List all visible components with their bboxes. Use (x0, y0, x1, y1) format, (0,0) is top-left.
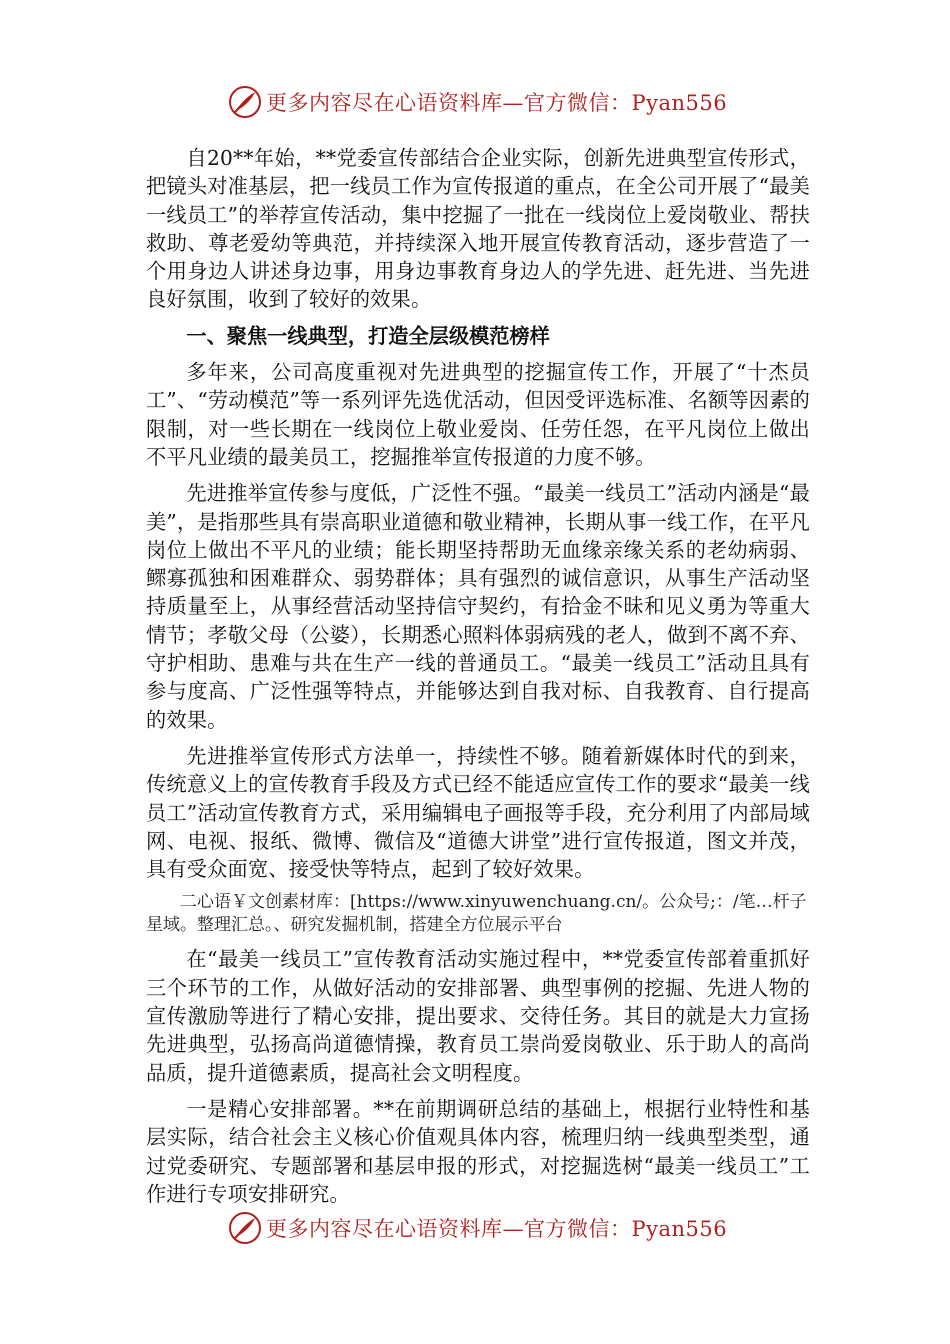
watermark-line: 二心语￥文创素材库：[https://www.xinyuwenchuang.cn/。公众号;：/笔…杆子星域。整理汇总。、研究发掘机制，搭建全方位展示平台 (146, 892, 807, 936)
banner-text: 更多内容尽在心语资料库—官方微信：Pyan556 (266, 91, 728, 115)
banner-text: 更多内容尽在心语资料库—官方微信：Pyan556 (266, 1217, 728, 1241)
quill-pen-icon (228, 1211, 262, 1245)
paragraph-intro: 自20**年始，**党委宣传部结合企业实际，创新先进典型宣传形式，把镜头对准基层，把一线员工作为宣传报道的重点，在全公司开展了“最美一线员工”的举荐宣传活动，集中挖掘了一批在一线岗位上爱岗敬业、帮扶救助、尊老爱幼等典范，并持续深入地开展宣传教育活动，逐步营造了一个用身边人讲述身边事，用身边事教育身边人的学先进、赶先进、当先进良好氛围，收到了较好的效果。 (146, 146, 810, 312)
quill-pen-icon (228, 85, 262, 119)
header-banner (228, 82, 728, 122)
paragraph: 先进推举宣传参与度低，广泛性不强。“最美一线员工”活动内涵是“最美”，是指那些具有崇高职业道德和敬业精神，长期从事一线工作，在平凡岗位上做出不平凡的业绩；能长期坚持帮助无血缘亲缘关系的老幼病弱、鳏寡孤独和困难群众、弱势群体；具有强烈的诚信意识，从事生产活动坚持质量至上，从事经营活动坚持信守契约，有拾金不昧和见义勇为等重大情节；孝敬父母（公婆），长期悉心照料体弱病残的老人，做到不离不弃、守护相助、患难与共在生产一线的普通员工。“最美一线员工”活动且具有参与度高、广泛性强等特点，并能够达到自我对标、自我教育、自行提高的效果。 (146, 481, 810, 732)
footer-banner (228, 1208, 728, 1248)
document-body (146, 144, 810, 1208)
paragraph: 在“最美一线员工”宣传教育活动实施过程中，**党委宣传部着重抓好三个环节的工作，从做好活动的安排部署、典型事例的挖掘、先进人物的宣传激励等进行了精心安排，提出要求、交待任务。其目的就是大力宣扬先进典型，弘扬高尚道德情操，教育员工崇尚爱岗敬业、乐于助人的高尚品质，提升道德素质，提高社会文明程度。 (146, 947, 810, 1085)
section-heading-1: 一、聚焦一线典型，打造全层级模范榜样 (186, 323, 550, 348)
paragraph: 先进推举宣传形式方法单一，持续性不够。随着新媒体时代的到来，传统意义上的宣传教育手段及方式已经不能适应宣传工作的要求“最美一线员工”活动宣传教育方式，采用编辑电子画报等手段，充分利用了内部局域网、电视、报纸、微博、微信及“道德大讲堂”进行宣传报道，图文并茂，具有受众面宽、接受快等特点，起到了较好效果。 (146, 743, 810, 882)
paragraph: 一是精心安排部署。**在前期调研总结的基础上，根据行业特性和基层实际，结合社会主义核心价值观具体内容，梳理归纳一线典型类型，通过党委研究、专题部署和基层申报的形式，对挖掘选树“最美一线员工”工作进行专项安排研究。 (146, 1096, 810, 1206)
paragraph: 多年来，公司高度重视对先进典型的挖掘宣传工作，开展了“十杰员工”、“劳动模范”等一系列评先选优活动，但因受评选标准、名额等因素的限制，对一些长期在一线岗位上敬业爱岗、任劳任怨，在平凡岗位上做出不平凡业绩的最美员工，挖掘推举宣传报道的力度不够。 (146, 360, 810, 469)
